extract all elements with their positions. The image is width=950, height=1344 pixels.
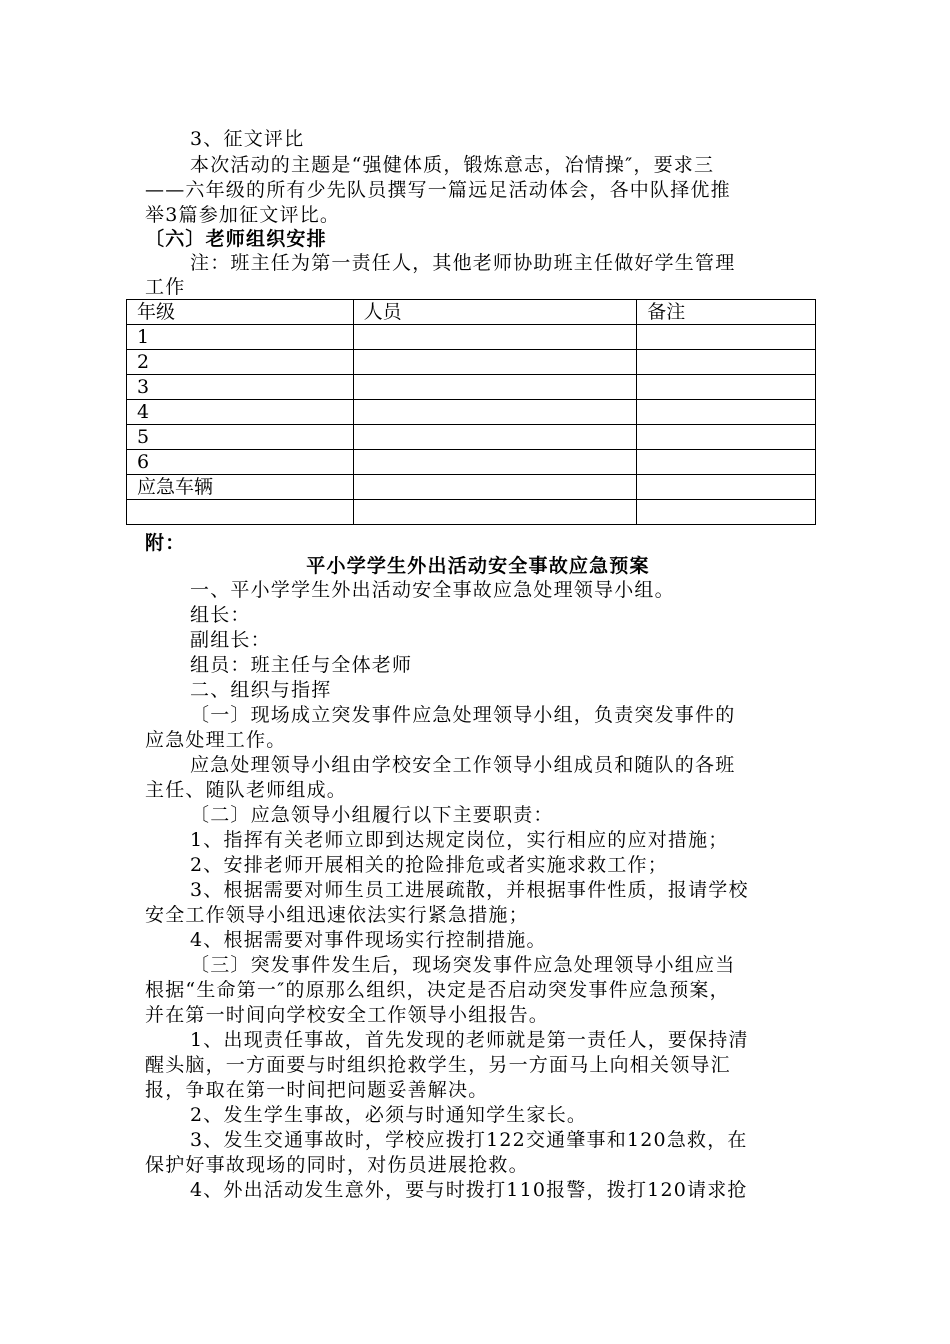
section-3-paragraph-line: 本次活动的主题是“强健体质，锻炼意志，冶情操″，要求三	[190, 154, 715, 176]
appendix-line: 应急处理工作。	[145, 729, 287, 751]
table-cell: 6	[127, 450, 354, 475]
table-row	[127, 325, 816, 350]
appendix-line: 副组长：	[190, 629, 271, 651]
appendix-line: 应急处理领导小组由学校安全工作领导小组成员和随队的各班	[190, 754, 736, 776]
section-6-heading: 〔六〕老师组织安排	[145, 228, 327, 250]
appendix-line: 4、根据需要对事件现场实行控制措施。	[190, 929, 547, 951]
section-3-paragraph-line: 举3篇参加征文评比。	[145, 204, 341, 226]
appendix-line: 醒头脑，一方面要与时组织抢救学生，另一方面马上向相关领导汇	[145, 1054, 731, 1076]
table-cell	[353, 425, 637, 450]
table-cell	[637, 450, 816, 475]
table-cell	[637, 400, 816, 425]
table-cell	[353, 500, 637, 525]
appendix-line: 一、平小学学生外出活动安全事故应急处理领导小组。	[190, 579, 675, 601]
table-cell	[353, 475, 637, 500]
appendix-line: 并在第一时间向学校安全工作领导小组报告。	[145, 1004, 550, 1026]
table-row	[127, 350, 816, 375]
table-cell: 5	[127, 425, 354, 450]
appendix-line: 4、外出活动发生意外，要与时拨打110报警，拨打120请求抢	[190, 1179, 748, 1201]
appendix-line: 组员：班主任与全体老师	[190, 654, 413, 676]
appendix-line: 主任、随队老师组成。	[145, 779, 348, 801]
header-remarks: 备注	[637, 300, 816, 325]
table-row	[127, 425, 816, 450]
section-3-paragraph-line: ——六年级的所有少先队员撰写一篇远足活动体会，各中队择优推	[145, 179, 731, 201]
appendix-line: 3、发生交通事故时，学校应拨打122交通肇事和120急救，在	[190, 1129, 748, 1151]
appendix-line: 组长：	[190, 604, 251, 626]
appendix-line: 〔一〕现场成立突发事件应急处理领导小组，负责突发事件的	[190, 704, 736, 726]
section-6-note-line: 注：班主任为第一责任人，其他老师协助班主任做好学生管理	[190, 252, 736, 274]
appendix-line: 〔三〕突发事件发生后，现场突发事件应急处理领导小组应当	[190, 954, 736, 976]
table-cell	[353, 400, 637, 425]
appendix-label: 附：	[145, 532, 186, 554]
table-row	[127, 500, 816, 525]
header-staff: 人员	[353, 300, 637, 325]
table-cell	[637, 475, 816, 500]
table-cell	[637, 500, 816, 525]
table-row	[127, 475, 816, 500]
appendix-line: 2、安排老师开展相关的抢险排危或者实施求救工作；	[190, 854, 668, 876]
appendix-line: 〔二〕应急领导小组履行以下主要职责：	[190, 804, 554, 826]
table-cell	[127, 500, 354, 525]
table-row	[127, 400, 816, 425]
table-cell: 应急车辆	[127, 475, 354, 500]
table-cell	[353, 375, 637, 400]
table-row	[127, 375, 816, 400]
table-cell	[353, 350, 637, 375]
appendix-line: 1、出现责任事故，首先发现的老师就是第一责任人，要保持清	[190, 1029, 749, 1051]
appendix-title: 平小学学生外出活动安全事故应急预案	[306, 555, 650, 577]
table-cell: 1	[127, 325, 354, 350]
table-cell	[637, 325, 816, 350]
appendix-line: 3、根据需要对师生员工进展疏散，并根据事件性质，报请学校	[190, 879, 749, 901]
table-cell	[637, 375, 816, 400]
appendix-line: 保护好事故现场的同时，对伤员进展抢救。	[145, 1154, 529, 1176]
table-cell	[353, 325, 637, 350]
table-row	[127, 450, 816, 475]
appendix-line: 根据“生命第一″的原那么组织，决定是否启动突发事件应急预案，	[145, 979, 730, 1001]
appendix-line: 2、发生学生事故，必须与时通知学生家长。	[190, 1104, 588, 1126]
table-header-row	[127, 300, 816, 325]
table-cell	[637, 350, 816, 375]
appendix-line: 安全工作领导小组迅速依法实行紧急措施；	[145, 904, 529, 926]
section-6-note-line: 工作	[145, 276, 186, 298]
appendix-line: 报，争取在第一时间把问题妥善解决。	[145, 1079, 489, 1101]
appendix-line: 1、指挥有关老师立即到达规定岗位，实行相应的应对措施；	[190, 829, 729, 851]
teacher-arrangement-table	[126, 299, 816, 525]
table-cell	[353, 450, 637, 475]
table-cell: 4	[127, 400, 354, 425]
table-cell	[637, 425, 816, 450]
table-cell: 3	[127, 375, 354, 400]
header-grade: 年级	[127, 300, 354, 325]
section-3-heading: 3、征文评比	[190, 128, 305, 150]
table-cell: 2	[127, 350, 354, 375]
appendix-line: 二、组织与指挥	[190, 679, 332, 701]
